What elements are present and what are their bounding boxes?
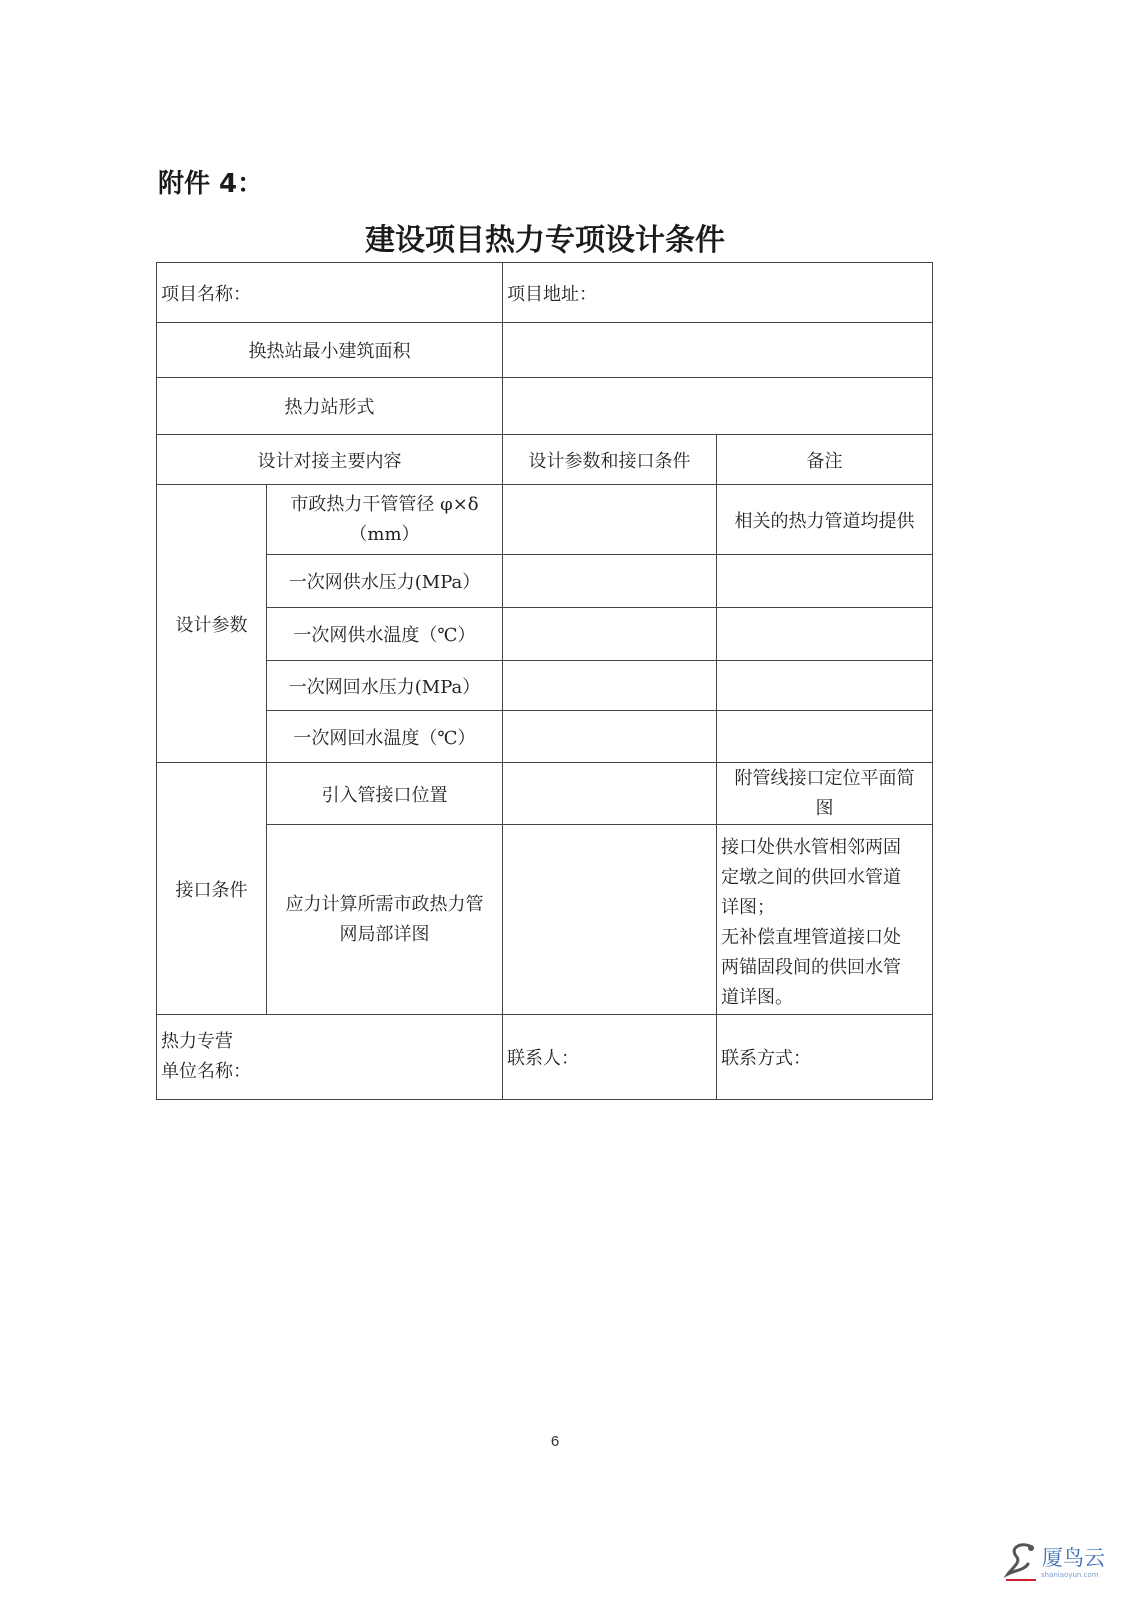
param-remark (717, 711, 933, 763)
remark-line: 接口处供水管相邻两固 (721, 837, 901, 858)
param-remark (717, 608, 933, 661)
min-area-value (503, 323, 933, 378)
remark-line: 无补偿直埋管道接口处 (721, 927, 901, 948)
param-label: 一次网回水温度（℃） (267, 711, 503, 763)
label-line: 网局部详图 (339, 923, 430, 945)
remark-line: 定墩之间的供回水管道 (721, 867, 901, 888)
page-number: 6 (550, 1433, 560, 1450)
table-row (157, 608, 933, 661)
remark-line: 道详图。 (721, 987, 793, 1008)
design-conditions-table (156, 262, 933, 1100)
watermark-url: shaniaoyun.com (1041, 1571, 1099, 1579)
bird-logo-icon (1002, 1540, 1042, 1586)
param-value (503, 661, 717, 711)
param-remark: 相关的热力管道均提供 (717, 485, 933, 555)
param-label: 一次网供水压力(MPa） (267, 555, 503, 608)
company-name-cell (157, 1015, 503, 1100)
param-value (503, 555, 717, 608)
table-row (157, 711, 933, 763)
table-row (157, 555, 933, 608)
param-remark (717, 661, 933, 711)
table-row (157, 763, 933, 825)
column-header-content: 设计对接主要内容 (157, 435, 503, 485)
interface-value (503, 763, 717, 825)
column-header-remark: 备注 (717, 435, 933, 485)
project-name-cell: 项目名称： (157, 263, 503, 323)
remark-line: 附管线接口定位平面简 (734, 767, 915, 789)
table-row (157, 661, 933, 711)
station-form-value (503, 378, 933, 435)
param-remark (717, 555, 933, 608)
table-row (157, 263, 933, 323)
min-area-label: 换热站最小建筑面积 (157, 323, 503, 378)
contact-method-cell: 联系方式： (717, 1015, 933, 1100)
param-label-line: （mm） (349, 523, 420, 545)
table-row (157, 378, 933, 435)
interface-label (267, 825, 503, 1015)
label-line: 应力计算所需市政热力管 (285, 893, 484, 915)
design-params-group-label: 设计参数 (157, 485, 267, 763)
param-value (503, 711, 717, 763)
watermark (1002, 1540, 1112, 1590)
table-header-row (157, 435, 933, 485)
interface-value (503, 825, 717, 1015)
attachment-label: 附件 4： (158, 169, 264, 199)
column-header-params: 设计参数和接口条件 (503, 435, 717, 485)
interface-group-label: 接口条件 (157, 763, 267, 1015)
param-label (267, 485, 503, 555)
remark-line: 详图； (721, 897, 775, 918)
interface-label: 引入管接口位置 (267, 763, 503, 825)
table-row (157, 323, 933, 378)
watermark-brand: 厦鸟云 (1042, 1546, 1105, 1570)
table-row (157, 485, 933, 555)
table-footer-row (157, 1015, 933, 1100)
param-value (503, 608, 717, 661)
interface-remark (717, 763, 933, 825)
station-form-label: 热力站形式 (157, 378, 503, 435)
company-label-line: 单位名称： (161, 1061, 251, 1082)
project-address-cell: 项目地址： (503, 263, 933, 323)
document-title: 建设项目热力专项设计条件 (365, 223, 725, 258)
param-label: 一次网供水温度（℃） (267, 608, 503, 661)
param-label-line: 市政热力干管管径 φ×δ (290, 493, 479, 515)
remark-line: 图 (815, 797, 834, 819)
param-label: 一次网回水压力(MPa） (267, 661, 503, 711)
remark-line: 两锚固段间的供回水管 (721, 957, 901, 978)
company-label-line: 热力专营 (161, 1031, 233, 1052)
table-row (157, 825, 933, 1015)
interface-remark (717, 825, 933, 1015)
param-value (503, 485, 717, 555)
contact-person-cell: 联系人： (503, 1015, 717, 1100)
